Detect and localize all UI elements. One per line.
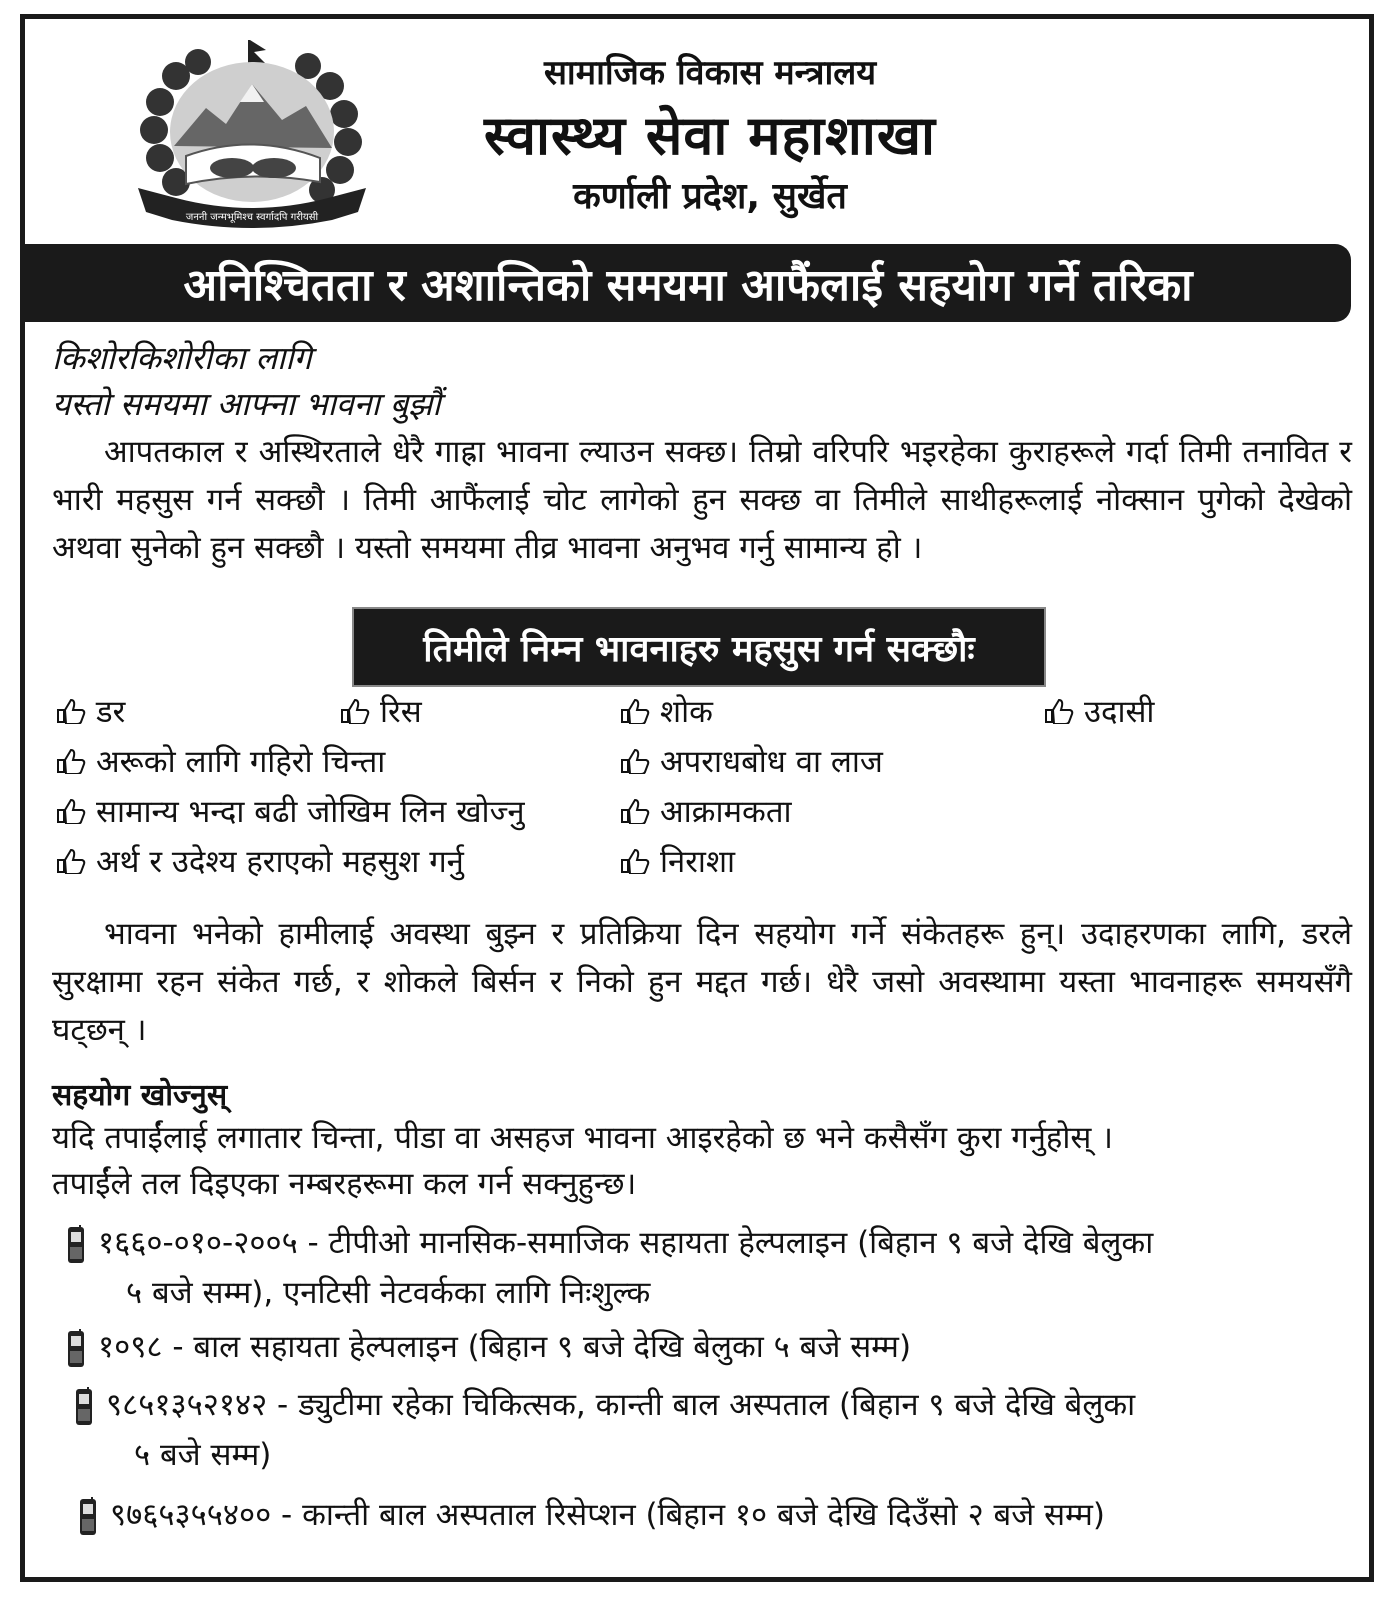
feeling-label: अपराधबोध वा लाज: [660, 744, 883, 780]
feeling-label: रिस: [380, 694, 422, 730]
office-location: कर्णाली प्रदेश, सुर्खेत: [573, 176, 847, 217]
feeling-item: [620, 790, 792, 832]
support-heading: सहयोग खोज्नुस्: [52, 1078, 228, 1113]
feeling-label: निराशा: [660, 844, 736, 880]
helpline-item: [74, 1490, 1344, 1540]
feeling-item: [56, 840, 464, 882]
feeling-item: [620, 740, 883, 782]
thumbs-up-icon: [620, 698, 650, 724]
emotions-text: भावना भनेको हामीलाई अवस्था बुझ्न र प्रतिक्रिया दिन सहयोग गर्ने संकेतहरू हुन्। उदाहरणका लागि, डरले सुरक्षामा रहन संकेत गर्छ, र शोकले बिर्सन र निको हुन मद्दत गर्छ। धेरै जसो अवस्थामा यस्ता भावनाहरू समयसँगै घट्छन् ।: [52, 916, 1352, 1048]
feeling-label: आक्रामकता: [660, 794, 792, 830]
feeling-label: अरूको लागि गहिरो चिन्ता: [96, 744, 386, 780]
mobile-phone-icon: [70, 1387, 98, 1427]
helpline-number-text: १०९८ - बाल सहायता हेल्पलाइन (बिहान ९ बजे देखि बेलुका ५ बजे सम्म): [98, 1329, 912, 1365]
helpline-continuation: ५ बजे सम्म), एनटिसी नेटवर्कका लागि निःशुल्क: [126, 1275, 651, 1311]
thumbs-up-icon: [56, 748, 86, 774]
mobile-phone-icon: [62, 1225, 90, 1265]
feeling-item: [620, 690, 713, 732]
feeling-label: डर: [96, 694, 126, 730]
feeling-item: [620, 840, 735, 882]
mobile-phone-icon: [62, 1329, 90, 1369]
feeling-item: [1044, 690, 1154, 732]
helpline-continuation: ५ बजे सम्म): [134, 1437, 272, 1473]
thumbs-up-icon: [56, 698, 86, 724]
helpline-item: [70, 1380, 1340, 1480]
mobile-phone-icon: [74, 1497, 102, 1537]
thumbs-up-icon: [56, 798, 86, 824]
feeling-label: अर्थ र उदेश्य हराएको महसुश गर्नु: [96, 844, 464, 880]
ministry-name: सामाजिक विकास मन्त्रालय: [543, 53, 877, 93]
thumbs-up-icon: [1044, 698, 1074, 724]
support-text-2: तपाईंले तल दिइएका नम्बरहरूमा कल गर्न सक्नुहुन्छ।: [52, 1166, 637, 1202]
feeling-item: [340, 690, 422, 732]
feelings-heading: तिमीले निम्न भावनाहरु महसुस गर्न सक्छौः: [352, 607, 1046, 687]
nepal-emblem: [136, 36, 368, 232]
helpline-number-text: १६६०-०१०-२००५ - टीपीओ मानसिक-समाजिक सहायता हेल्पलाइन (बिहान ९ बजे देखि बेलुका: [98, 1225, 1154, 1261]
emotions-paragraph: [52, 910, 1352, 1054]
feeling-label: उदासी: [1084, 694, 1155, 730]
audience-label: किशोरकिशोरीका लागि: [52, 339, 312, 377]
page-title: अनिश्चितता र अशान्तिको समयमा आफैंलाई सहयोग गर्ने तरिका: [25, 244, 1351, 322]
helpline-number-text: ९८५१३५२१४२ - ड्युटीमा रहेका चिकित्सक, कान्ती बाल अस्पताल (बिहान ९ बजे देखि बेलुका: [106, 1387, 1136, 1423]
feeling-label: शोक: [660, 694, 713, 730]
department-name: स्वास्थ्य सेवा महाशाखा: [483, 104, 937, 167]
emblem-motto: जननी जन्मभूमिश्च स्वर्गादपि गरीयसी: [185, 212, 319, 223]
thumbs-up-icon: [340, 698, 370, 724]
section-heading: यस्तो समयमा आफ्ना भावना बुझौं: [52, 385, 441, 423]
helpline-item: [62, 1218, 1332, 1318]
feeling-item: [56, 690, 125, 732]
thumbs-up-icon: [56, 848, 86, 874]
intro-paragraph: [52, 428, 1352, 572]
feeling-label: सामान्य भन्दा बढी जोखिम लिन खोज्नु: [96, 794, 525, 830]
feeling-item: [56, 740, 385, 782]
intro-text: आपतकाल र अस्थिरताले धेरै गाह्रा भावना ल्याउन सक्छ। तिम्रो वरिपरि भइरहेका कुराहरूले गर्दा तिमी तनावित र भारी महसुस गर्न सक्छौ । तिमी आफैंलाई चोट लागेको हुन सक्छ वा तिमीले साथीहरूलाई नोक्सान पुगेको देखेको अथवा सुनेको हुन सक्छौ । यस्तो समयमा तीव्र भावना अनुभव गर्नु सामान्य हो ।: [52, 434, 1352, 566]
thumbs-up-icon: [620, 798, 650, 824]
thumbs-up-icon: [620, 748, 650, 774]
feeling-item: [56, 790, 525, 832]
thumbs-up-icon: [620, 848, 650, 874]
helpline-item: [62, 1322, 1332, 1372]
helpline-number-text: ९७६५३५५४०० - कान्ती बाल अस्पताल रिसेप्शन (बिहान १० बजे देखि दिउँसो २ बजे सम्म): [110, 1497, 1105, 1533]
support-text-1: यदि तपाईंलाई लगातार चिन्ता, पीडा वा असहज भावना आइरहेको छ भने कसैसँग कुरा गर्नुहोस् ।: [52, 1120, 1113, 1156]
